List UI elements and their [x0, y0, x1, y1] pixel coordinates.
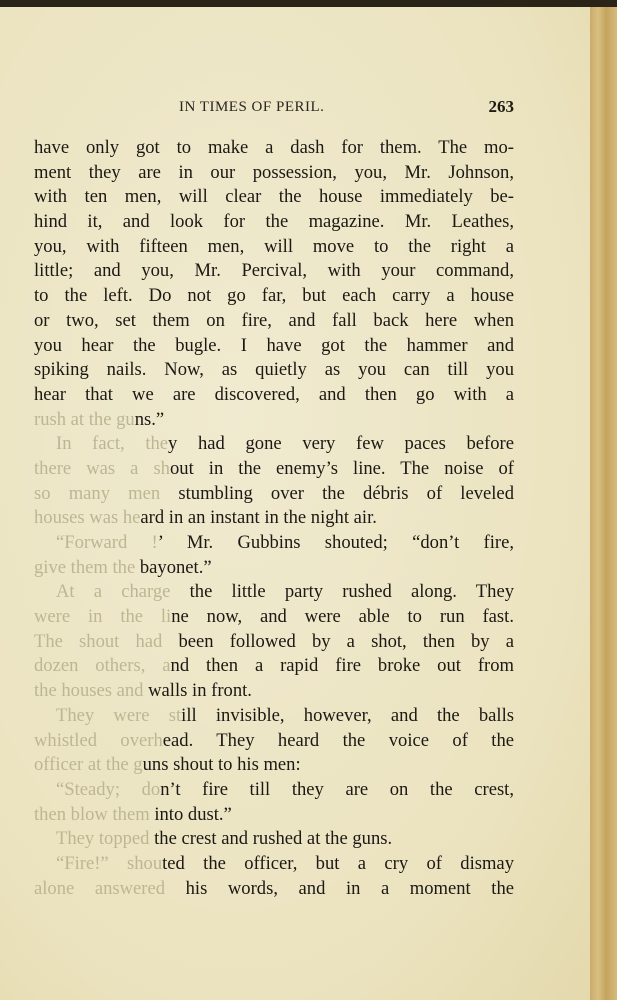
faded-text: there was a sh — [34, 457, 170, 479]
line-text: you hear the bugle. I have got the hammer and — [34, 334, 514, 356]
text-line — [34, 729, 514, 754]
line-text: his words, and in a moment the — [185, 877, 514, 899]
faded-text: so many men — [34, 482, 179, 504]
line-text: out in the enemy’s line. The noise of — [169, 457, 514, 479]
text-line — [34, 457, 514, 482]
text-line — [34, 803, 514, 828]
page-body-text — [34, 136, 514, 901]
faded-text: dozen others, a — [34, 655, 171, 677]
text-line — [34, 408, 514, 433]
line-text: bayonet.” — [139, 556, 212, 578]
page-number: 263 — [488, 97, 514, 116]
faded-text: They topped — [56, 828, 155, 850]
book-page — [0, 7, 590, 1000]
line-text: ne now, and were able to run fast. — [171, 606, 514, 628]
text-line — [34, 210, 514, 235]
line-text: into dust.” — [154, 803, 232, 825]
text-line — [34, 235, 514, 260]
line-text: ill invisible, however, and the balls — [181, 704, 514, 726]
line-text: have only got to make a dash for them. The mo- — [34, 137, 514, 158]
line-text: uns shout to his men: — [142, 754, 301, 776]
faded-text: whistled overh — [34, 729, 163, 751]
line-text: the little party rushed along. They — [189, 581, 514, 603]
line-text: stumbling over the débris of leveled — [178, 482, 514, 504]
text-line — [34, 284, 514, 309]
text-line — [34, 531, 514, 556]
text-line — [34, 136, 514, 161]
faded-text: were in the li — [34, 606, 172, 628]
text-line — [34, 185, 514, 210]
text-line — [34, 753, 514, 778]
text-line — [34, 161, 514, 186]
line-text: you, with fifteen men, will move to the right a — [34, 235, 514, 257]
text-line — [34, 877, 514, 902]
book-page-edge — [590, 7, 617, 1000]
faded-text: the houses and — [34, 680, 149, 702]
text-line — [34, 778, 514, 803]
text-line — [34, 383, 514, 408]
faded-text: houses was he — [34, 507, 141, 529]
line-text: ard in an instant in the night air. — [140, 507, 377, 529]
line-text: little; and you, Mr. Percival, with your command, — [34, 260, 514, 282]
line-text: walls in front. — [148, 680, 252, 702]
text-line — [34, 334, 514, 359]
text-line — [34, 432, 514, 457]
line-text: spiking nails. Now, as quietly as you can till you — [34, 359, 514, 381]
line-text: nd then a rapid fire broke out from — [170, 655, 514, 677]
line-text: or two, set them on fire, and fall back here when — [34, 309, 514, 331]
text-line — [34, 654, 514, 679]
text-line — [34, 852, 514, 877]
text-line — [34, 482, 514, 507]
text-line — [34, 704, 514, 729]
line-text: with ten men, will clear the house immediately be- — [34, 186, 514, 208]
text-line — [34, 506, 514, 531]
line-text: ment they are in our possession, you, Mr. Johnson, — [34, 161, 514, 183]
line-text: the crest and rushed at the guns. — [154, 828, 393, 850]
line-text: y had gone very few paces before — [168, 433, 514, 455]
line-text: to the left. Do not go far, but each carry a house — [34, 285, 514, 307]
line-text: ead. They heard the voice of the — [162, 729, 515, 751]
faded-text: officer at the g — [34, 754, 143, 776]
line-text: ted the officer, but a cry of dismay — [162, 852, 514, 874]
faded-text: At a charge — [56, 581, 190, 603]
faded-text: rush at the gu — [34, 408, 135, 430]
text-line — [34, 580, 514, 605]
line-text: hind it, and look for the magazine. Mr. Leathes, — [34, 211, 514, 233]
text-line — [34, 630, 514, 655]
text-line — [34, 309, 514, 334]
text-line — [34, 827, 514, 852]
faded-text: The shout had — [34, 630, 179, 652]
faded-text: alone answered — [34, 877, 186, 899]
faded-text: “Forward ! — [56, 532, 158, 553]
faded-text: “Steady; do — [56, 778, 161, 800]
faded-text: give them the — [34, 556, 140, 578]
faded-text: then blow them — [34, 803, 155, 825]
scan-top-border — [0, 0, 617, 7]
faded-text: They were st — [56, 704, 182, 726]
running-title: IN TIMES OF PERIL. — [179, 99, 325, 115]
line-text: hear that we are discovered, and then go with a — [34, 383, 514, 405]
page-header — [34, 95, 514, 119]
line-text: ns.” — [134, 408, 165, 430]
text-line — [34, 358, 514, 383]
line-text: n’t fire till they are on the crest, — [160, 778, 514, 800]
text-line — [34, 259, 514, 284]
text-line — [34, 556, 514, 581]
line-text: been followed by a shot, then by a — [178, 630, 514, 652]
faded-text: “Fire!” shou — [56, 852, 163, 874]
text-line — [34, 679, 514, 704]
faded-text: In fact, the — [56, 433, 169, 455]
text-line — [34, 605, 514, 630]
line-text: ’ Mr. Gubbins shouted; “don’t fire, — [157, 532, 515, 553]
